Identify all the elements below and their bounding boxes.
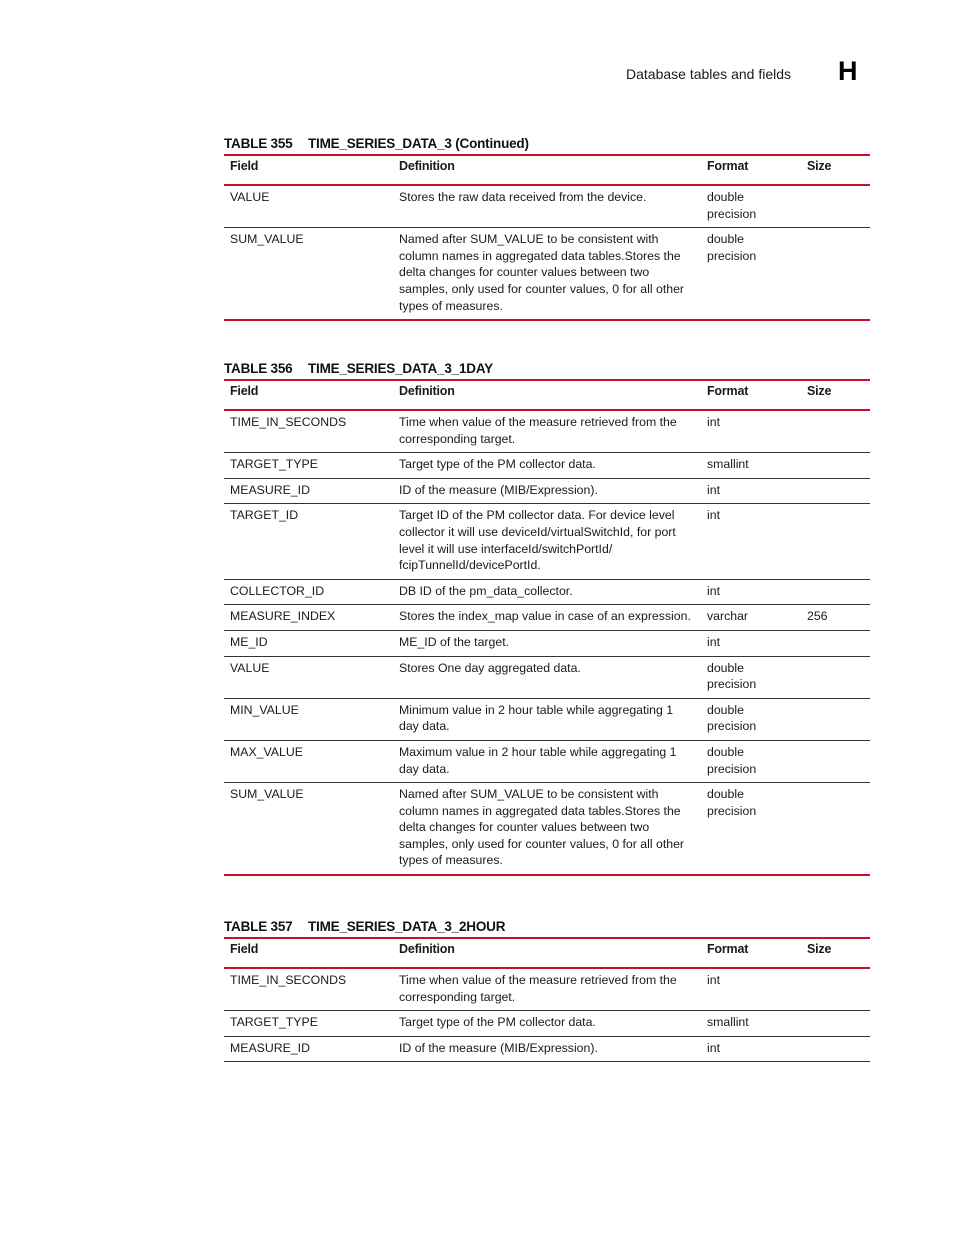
table-header-row	[224, 380, 870, 410]
cell-format: varchar	[701, 605, 801, 631]
cell-size	[801, 453, 870, 479]
column-header-definition: Definition	[393, 380, 701, 410]
table-row	[224, 228, 870, 320]
cell-format: double precision	[701, 783, 801, 875]
cell-field: SUM_VALUE	[224, 228, 393, 320]
cell-format: int	[701, 410, 801, 453]
table-caption	[224, 917, 870, 937]
table-title: TIME_SERIES_DATA_3 (Continued)	[308, 136, 529, 151]
table-row	[224, 1036, 870, 1062]
table-title: TIME_SERIES_DATA_3_1DAY	[308, 361, 493, 376]
table-row	[224, 504, 870, 579]
appendix-letter: H	[838, 56, 858, 86]
data-table	[224, 379, 870, 876]
cell-size	[801, 185, 870, 228]
cell-field: SUM_VALUE	[224, 783, 393, 875]
cell-format: int	[701, 504, 801, 579]
cell-field: TARGET_ID	[224, 504, 393, 579]
table-row	[224, 783, 870, 875]
table-row	[224, 698, 870, 740]
column-header-field: Field	[224, 380, 393, 410]
cell-field: MAX_VALUE	[224, 740, 393, 782]
cell-format: int	[701, 968, 801, 1011]
table-357-block	[224, 917, 870, 1062]
table-355-block	[224, 134, 870, 321]
cell-field: MEASURE_INDEX	[224, 605, 393, 631]
cell-definition: Target type of the PM collector data.	[393, 453, 701, 479]
cell-format: smallint	[701, 453, 801, 479]
table-number: TABLE 355	[224, 136, 293, 151]
table-row	[224, 1011, 870, 1037]
cell-definition: Stores One day aggregated data.	[393, 656, 701, 698]
cell-format: double precision	[701, 228, 801, 320]
column-header-size: Size	[801, 938, 870, 968]
column-header-format: Format	[701, 380, 801, 410]
cell-field: MIN_VALUE	[224, 698, 393, 740]
table-title: TIME_SERIES_DATA_3_2HOUR	[308, 919, 506, 934]
cell-field: TARGET_TYPE	[224, 1011, 393, 1037]
cell-size	[801, 968, 870, 1011]
cell-size	[801, 410, 870, 453]
cell-format: int	[701, 630, 801, 656]
table-row	[224, 740, 870, 782]
table-row	[224, 630, 870, 656]
cell-definition: Minimum value in 2 hour table while aggregating 1 day data.	[393, 698, 701, 740]
cell-definition: Maximum value in 2 hour table while aggregating 1 day data.	[393, 740, 701, 782]
cell-size	[801, 656, 870, 698]
cell-size	[801, 579, 870, 605]
cell-definition: DB ID of the pm_data_collector.	[393, 579, 701, 605]
cell-definition: Time when value of the measure retrieved from the corresponding target.	[393, 410, 701, 453]
cell-size: 256	[801, 605, 870, 631]
cell-definition: ID of the measure (MIB/Expression).	[393, 478, 701, 504]
cell-format: double precision	[701, 185, 801, 228]
table-row	[224, 605, 870, 631]
cell-size	[801, 1036, 870, 1062]
table-row	[224, 185, 870, 228]
table-row	[224, 478, 870, 504]
table-header-row	[224, 155, 870, 185]
column-header-definition: Definition	[393, 938, 701, 968]
cell-size	[801, 630, 870, 656]
table-caption	[224, 359, 870, 379]
column-header-format: Format	[701, 155, 801, 185]
column-header-size: Size	[801, 155, 870, 185]
table-row	[224, 656, 870, 698]
header-title: Database tables and fields	[626, 66, 791, 82]
cell-size	[801, 740, 870, 782]
data-table	[224, 937, 870, 1062]
column-header-size: Size	[801, 380, 870, 410]
cell-definition: ME_ID of the target.	[393, 630, 701, 656]
cell-size	[801, 698, 870, 740]
cell-format: int	[701, 478, 801, 504]
column-header-field: Field	[224, 938, 393, 968]
table-number: TABLE 356	[224, 361, 293, 376]
cell-size	[801, 1011, 870, 1037]
cell-definition: ID of the measure (MIB/Expression).	[393, 1036, 701, 1062]
table-number: TABLE 357	[224, 919, 293, 934]
table-caption	[224, 134, 870, 154]
cell-definition: Target ID of the PM collector data. For device level collector it will use deviceId/virtualSwitchId, for port level it will use interfaceId/switchPortId/ fcipTunnelId/devicePortId.	[393, 504, 701, 579]
table-header-row	[224, 938, 870, 968]
cell-definition: Stores the raw data received from the device.	[393, 185, 701, 228]
table-row	[224, 579, 870, 605]
column-header-field: Field	[224, 155, 393, 185]
column-header-format: Format	[701, 938, 801, 968]
cell-size	[801, 478, 870, 504]
table-356-block	[224, 359, 870, 876]
cell-field: MEASURE_ID	[224, 478, 393, 504]
cell-format: smallint	[701, 1011, 801, 1037]
cell-format: int	[701, 1036, 801, 1062]
cell-field: VALUE	[224, 656, 393, 698]
cell-format: double precision	[701, 740, 801, 782]
cell-size	[801, 228, 870, 320]
cell-definition: Stores the index_map value in case of an expression.	[393, 605, 701, 631]
cell-format: double precision	[701, 698, 801, 740]
cell-field: TIME_IN_SECONDS	[224, 968, 393, 1011]
cell-field: TIME_IN_SECONDS	[224, 410, 393, 453]
cell-definition: Target type of the PM collector data.	[393, 1011, 701, 1037]
data-table	[224, 154, 870, 321]
cell-definition: Time when value of the measure retrieved from the corresponding target.	[393, 968, 701, 1011]
cell-field: TARGET_TYPE	[224, 453, 393, 479]
cell-size	[801, 783, 870, 875]
cell-format: int	[701, 579, 801, 605]
table-row	[224, 410, 870, 453]
cell-field: ME_ID	[224, 630, 393, 656]
cell-size	[801, 504, 870, 579]
cell-field: MEASURE_ID	[224, 1036, 393, 1062]
table-row	[224, 968, 870, 1011]
column-header-definition: Definition	[393, 155, 701, 185]
page-header	[0, 56, 954, 90]
cell-definition: Named after SUM_VALUE to be consistent with column names in aggregated data tables.Stores the delta changes for counter values between two samples, only used for counter values, 0 for all other types of measures.	[393, 228, 701, 320]
table-row	[224, 453, 870, 479]
cell-definition: Named after SUM_VALUE to be consistent with column names in aggregated data tables.Stores the delta changes for counter values between two samples, only used for counter values, 0 for all other types of measures.	[393, 783, 701, 875]
cell-field: VALUE	[224, 185, 393, 228]
cell-field: COLLECTOR_ID	[224, 579, 393, 605]
cell-format: double precision	[701, 656, 801, 698]
